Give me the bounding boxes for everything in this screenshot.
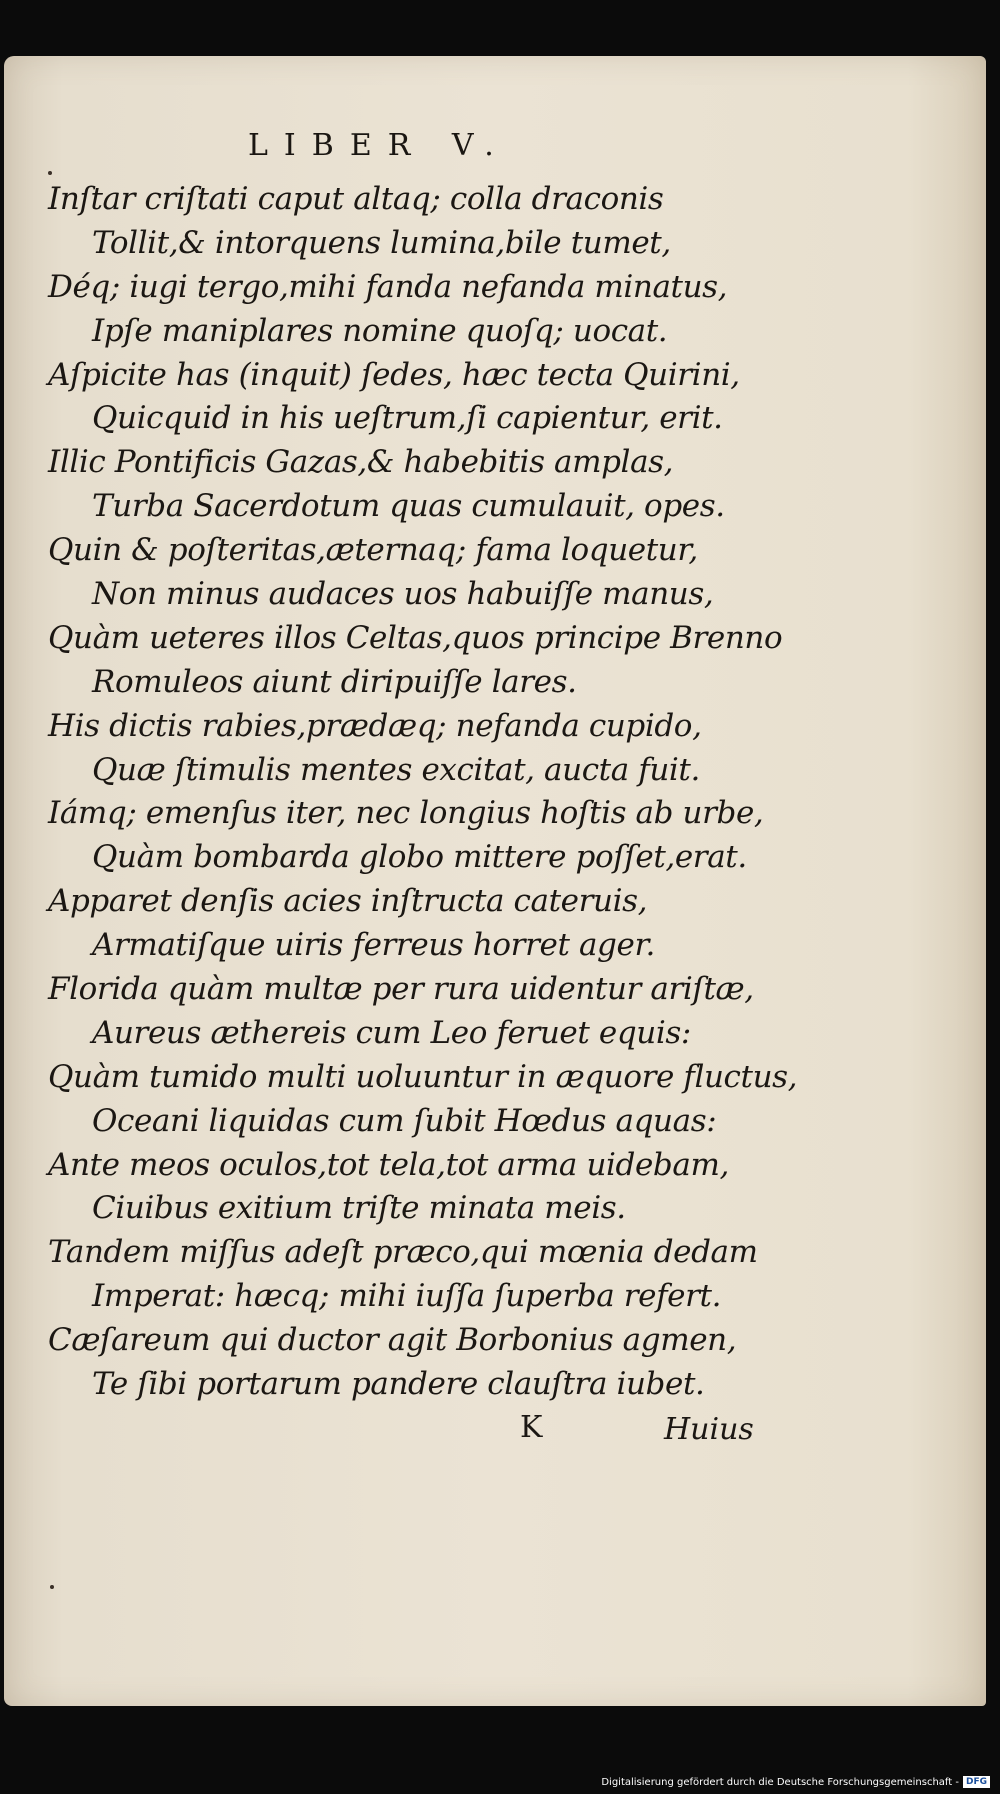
dfg-logo: DFG <box>963 1776 990 1788</box>
verse-line: Quin & poſteritas,æternaq; fama loquetur, <box>48 532 698 569</box>
verse-line: Quæ ſtimulis mentes excitat, aucta fuit. <box>92 751 700 788</box>
verse-line: Romuleos aiunt diripuiſſe lares. <box>92 663 577 700</box>
verse-line: Inſtar criſtati caput altaq; colla draconis <box>48 181 664 217</box>
running-head: LIBER V. <box>248 128 510 163</box>
catchword: Huius <box>664 1412 754 1447</box>
verse-block <box>48 178 798 1407</box>
verse-line: Aſpicite has (inquit) ſedes, hæc tecta Quirini, <box>48 356 740 393</box>
ink-speck <box>50 1585 54 1589</box>
verse-line: Tollit,& intorquens lumina,bile tumet, <box>92 224 671 261</box>
verse-line: Aureus æthereis cum Leo feruet equis: <box>92 1014 691 1051</box>
verse-line: Te ſibi portarum pandere clauſtra iubet. <box>92 1366 705 1403</box>
verse-line: Apparet denſis acies inſtructa cateruis, <box>48 883 648 920</box>
verse-line: Florida quàm multæ per rura uidentur ariſtæ, <box>48 971 754 1008</box>
verse-line: Non minus audaces uos habuiſſe manus, <box>92 576 714 613</box>
verse-line: Quàm bombarda globo mittere poſſet,erat. <box>92 839 747 876</box>
verse-line: Iámq; emenſus iter, nec longius hoſtis ab urbe, <box>48 795 764 832</box>
verse-line: Imperat: hæcq; mihi iuſſa ſuperba refert. <box>92 1278 722 1315</box>
verse-line: Oceani liquidas cum ſubit Hœdus aquas: <box>92 1102 717 1139</box>
verse-line: Déq; iugi tergo,mihi fanda nefanda minatus, <box>48 268 728 305</box>
verse-line: Ante meos oculos,tot tela,tot arma uidebam, <box>48 1146 729 1183</box>
verse-line: Illic Pontificis Gazas,& habebitis amplas, <box>48 444 674 481</box>
ink-speck <box>48 171 52 175</box>
footer-credit-text: Digitalisierung gefördert durch die Deutsche Forschungsgemeinschaft - <box>601 1776 959 1788</box>
verse-line: Turba Sacerdotum quas cumulauit, opes. <box>92 488 725 525</box>
verse-line: Quàm ueteres illos Celtas,quos principe Brenno <box>48 619 783 656</box>
verse-line: His dictis rabies,prædæq; nefanda cupido, <box>48 707 702 744</box>
verse-line: Ipſe maniplares nomine quoſq; uocat. <box>92 312 668 349</box>
signature-mark: K <box>520 1410 543 1445</box>
verse-line: Tandem miſſus adeſt præco,qui mœnia dedam <box>48 1234 758 1271</box>
verse-line: Armatiſque uiris ferreus horret ager. <box>92 927 655 964</box>
verse-line: Quicquid in his ueſtrum,ſi capientur, erit. <box>92 400 723 437</box>
verse-line: Cæſareum qui ductor agit Borbonius agmen, <box>48 1322 737 1359</box>
verse-line: Ciuibus exitium triſte minata meis. <box>92 1190 626 1227</box>
footer-credit <box>601 1776 990 1788</box>
verse-line: Quàm tumido multi uoluuntur in æquore fluctus, <box>48 1058 798 1095</box>
